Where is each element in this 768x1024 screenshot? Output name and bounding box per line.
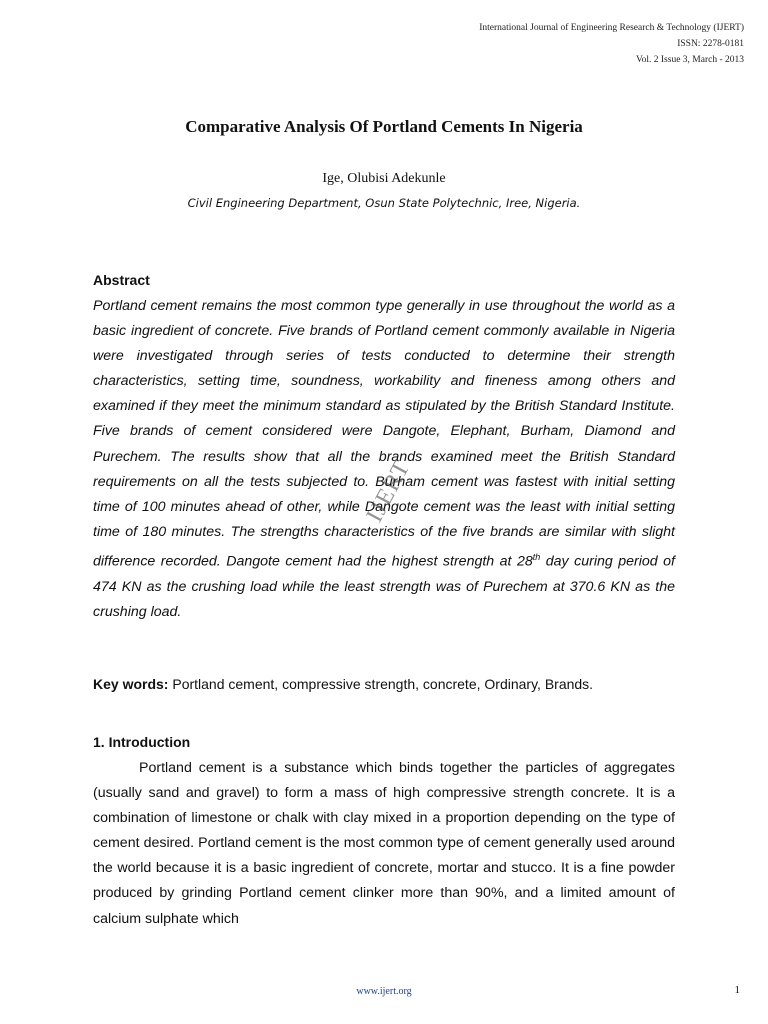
keywords-text: Portland cement, compressive strength, concrete, Ordinary, Brands. <box>168 676 594 692</box>
keywords-label: Key words: <box>93 676 169 692</box>
journal-name: International Journal of Engineering Research & Technology (IJERT) <box>479 23 744 33</box>
page-number: 1 <box>734 984 740 996</box>
paper-author: Ige, Olubisi Adekunle <box>322 171 446 186</box>
paper-title: Comparative Analysis Of Portland Cements In Nigeria <box>185 117 583 136</box>
abstract-superscript: th <box>532 551 541 562</box>
journal-header <box>479 20 744 68</box>
abstract-text-part1: Portland cement remains the most common type generally in use throughout the world as a basic ingredient of concrete. Five brands of Portland cement commonly available in Nigeria were investigated through series of tests conducted to determine their strength characteristics, setting time, soundness, workability and fineness among others and examined if they meet the minimum standard as stipulated by the British Standard Institute. Five brands of cement considered were Dangote, Elephant, Burham, Diamond and Purechem. The results show that all the brands examined meet the British Standard requirements on all the tests subjected to. Burham cement was fastest with initial setting time of 100 minutes ahead of other, while Dangote cement was the least with initial setting time of 180 minutes. The strengths characteristics of the five brands are similar with slight difference recorded. Dangote cement had the highest strength at 28 <box>93 298 675 570</box>
abstract-text-part2: day curing period of 474 KN as the crushing load while the least strength was of Purechem at 370.6 KN as the crushing load. <box>93 553 675 620</box>
footer-website-link[interactable]: www.ijert.org <box>356 986 412 997</box>
journal-volume: Vol. 2 Issue 3, March - 2013 <box>635 55 744 65</box>
abstract-body <box>93 294 675 625</box>
abstract-heading: Abstract <box>93 272 150 288</box>
journal-issn: ISSN: 2278-0181 <box>677 39 744 49</box>
paper-affiliation: Civil Engineering Department, Osun State Polytechnic, Iree, Nigeria. <box>187 196 581 210</box>
introduction-heading: 1. Introduction <box>93 734 191 750</box>
keywords <box>93 676 675 692</box>
ijert-watermark: IJERT <box>361 455 416 527</box>
introduction-body: Portland cement is a substance which binds together the particles of aggregates (usually sand and gravel) to form a mass of high compressive strength concrete. It is a combination of limestone or chalk with clay mixed in a proportion depending on the type of cement desired. Portland cement is the most common type of cement generally used around the world because it is a basic ingredient of concrete, mortar and stucco. It is a fine powder produced by grinding Portland cement clinker more than 90%, and a limited amount of calcium sulphate which <box>93 760 675 927</box>
